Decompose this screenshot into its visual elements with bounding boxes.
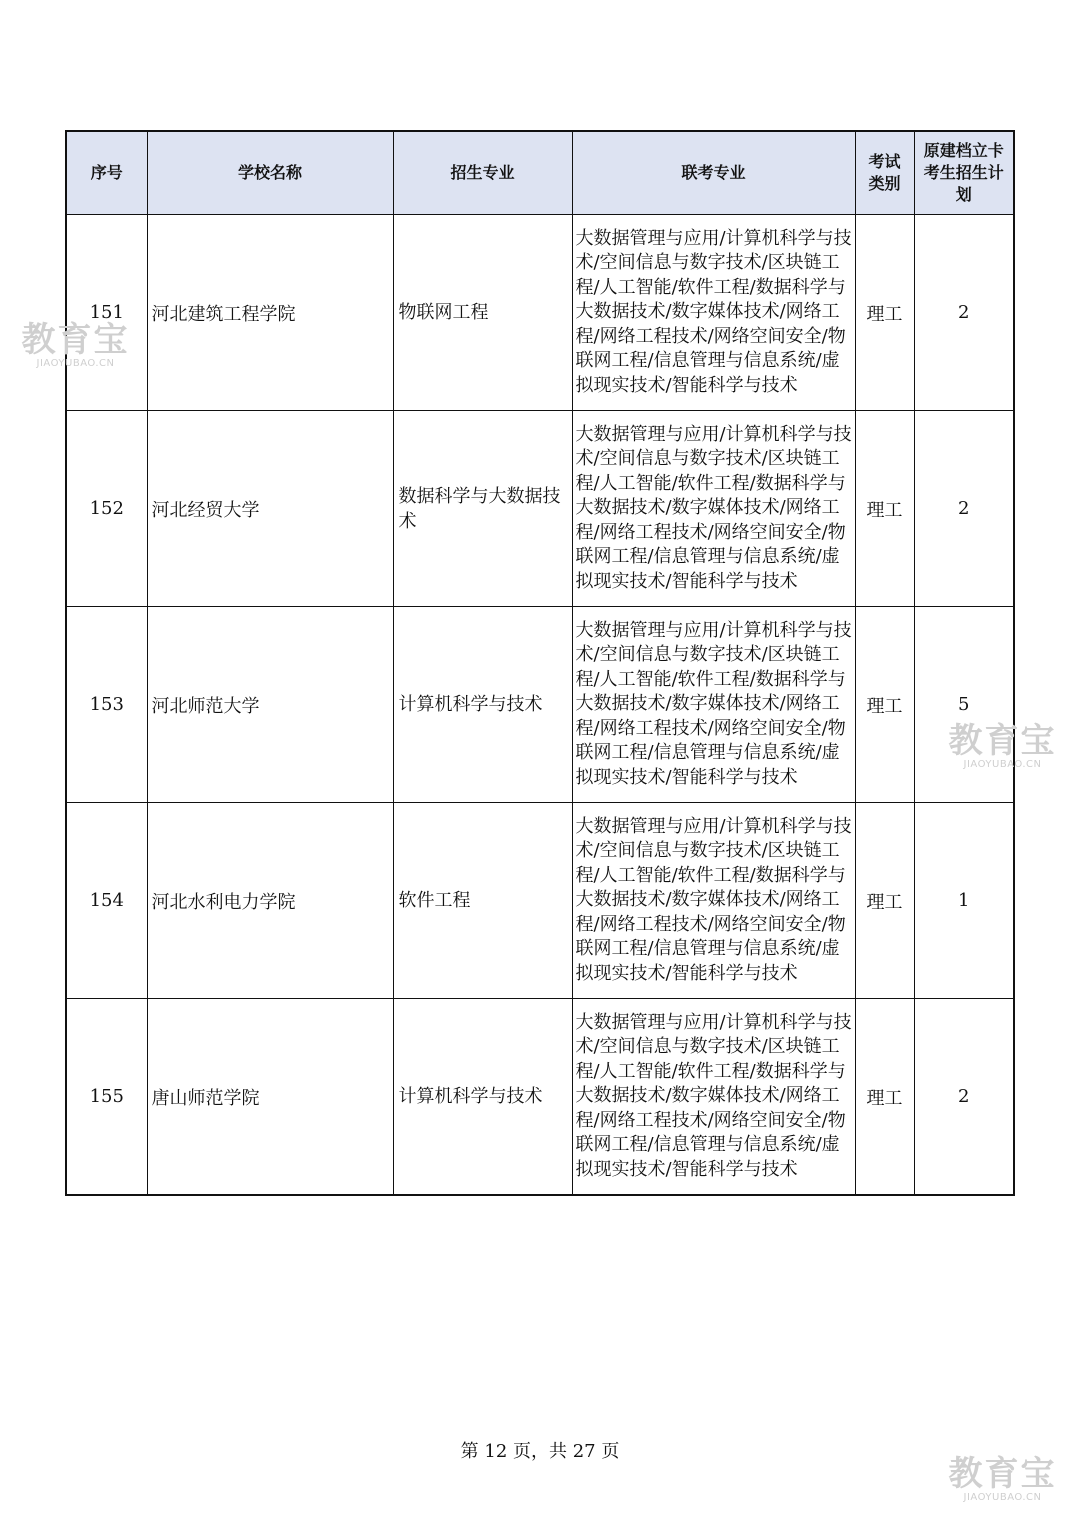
cell-school: 河北师范大学 xyxy=(147,607,393,803)
cell-major: 计算机科学与技术 xyxy=(393,607,572,803)
watermark-big: 教育宝 xyxy=(948,721,1057,761)
cell-joint-major: 大数据管理与应用/计算机科学与技术/空间信息与数字技术/区块链工程/人工智能/软件工程/数据科学与大数据技术/数字媒体技术/网络工程/网络工程技术/网络空间安全/物联网工程/信息管理与信息系统/虚拟现实技术/智能科学与技术 xyxy=(572,999,855,1196)
table-row xyxy=(66,215,1014,411)
cell-joint-major: 大数据管理与应用/计算机科学与技术/空间信息与数字技术/区块链工程/人工智能/软件工程/数据科学与大数据技术/数字媒体技术/网络工程/网络工程技术/网络空间安全/物联网工程/信息管理与信息系统/虚拟现实技术/智能科学与技术 xyxy=(572,411,855,607)
cell-school: 河北水利电力学院 xyxy=(147,803,393,999)
header-plan: 原建档立卡考生招生计划 xyxy=(914,131,1014,215)
watermark-logo xyxy=(945,1456,1060,1503)
cell-school: 河北经贸大学 xyxy=(147,411,393,607)
cell-plan: 2 xyxy=(914,999,1014,1196)
cell-school: 河北建筑工程学院 xyxy=(147,215,393,411)
table-row xyxy=(66,411,1014,607)
admission-table xyxy=(65,130,1015,1196)
cell-major: 物联网工程 xyxy=(393,215,572,411)
header-category: 考试类别 xyxy=(855,131,914,215)
page-number: 第 12 页，共 27 页 xyxy=(460,1441,620,1462)
cell-joint-major: 大数据管理与应用/计算机科学与技术/空间信息与数字技术/区块链工程/人工智能/软件工程/数据科学与大数据技术/数字媒体技术/网络工程/网络工程技术/网络空间安全/物联网工程/信息管理与信息系统/虚拟现实技术/智能科学与技术 xyxy=(572,803,855,999)
table-row xyxy=(66,803,1014,999)
watermark-logo xyxy=(18,322,133,369)
watermark-small: JIAOYUBAO.CN xyxy=(36,358,115,369)
watermark-small: JIAOYUBAO.CN xyxy=(963,759,1042,770)
cell-major: 计算机科学与技术 xyxy=(393,999,572,1196)
cell-plan: 1 xyxy=(914,803,1014,999)
cell-category: 理工 xyxy=(855,803,914,999)
cell-no: 151 xyxy=(66,215,147,411)
cell-category: 理工 xyxy=(855,607,914,803)
header-school: 学校名称 xyxy=(147,131,393,215)
cell-category: 理工 xyxy=(855,999,914,1196)
header-major: 招生专业 xyxy=(393,131,572,215)
header-joint-major: 联考专业 xyxy=(572,131,855,215)
admission-table-container xyxy=(65,130,1015,1196)
watermark-small: JIAOYUBAO.CN xyxy=(963,1492,1042,1503)
cell-category: 理工 xyxy=(855,411,914,607)
cell-joint-major: 大数据管理与应用/计算机科学与技术/空间信息与数字技术/区块链工程/人工智能/软件工程/数据科学与大数据技术/数字媒体技术/网络工程/网络工程技术/网络空间安全/物联网工程/信息管理与信息系统/虚拟现实技术/智能科学与技术 xyxy=(572,215,855,411)
cell-school: 唐山师范学院 xyxy=(147,999,393,1196)
cell-plan: 5 xyxy=(914,607,1014,803)
cell-no: 154 xyxy=(66,803,147,999)
watermark-big: 教育宝 xyxy=(21,320,130,360)
table-header-row xyxy=(66,131,1014,215)
table-row xyxy=(66,607,1014,803)
table-row xyxy=(66,999,1014,1196)
cell-plan: 2 xyxy=(914,215,1014,411)
cell-no: 155 xyxy=(66,999,147,1196)
cell-no: 153 xyxy=(66,607,147,803)
cell-no: 152 xyxy=(66,411,147,607)
watermark-logo xyxy=(945,723,1060,770)
watermark-big: 教育宝 xyxy=(948,1454,1057,1494)
cell-major: 软件工程 xyxy=(393,803,572,999)
cell-major: 数据科学与大数据技术 xyxy=(393,411,572,607)
header-no: 序号 xyxy=(66,131,147,215)
cell-joint-major: 大数据管理与应用/计算机科学与技术/空间信息与数字技术/区块链工程/人工智能/软件工程/数据科学与大数据技术/数字媒体技术/网络工程/网络工程技术/网络空间安全/物联网工程/信息管理与信息系统/虚拟现实技术/智能科学与技术 xyxy=(572,607,855,803)
cell-plan: 2 xyxy=(914,411,1014,607)
cell-category: 理工 xyxy=(855,215,914,411)
